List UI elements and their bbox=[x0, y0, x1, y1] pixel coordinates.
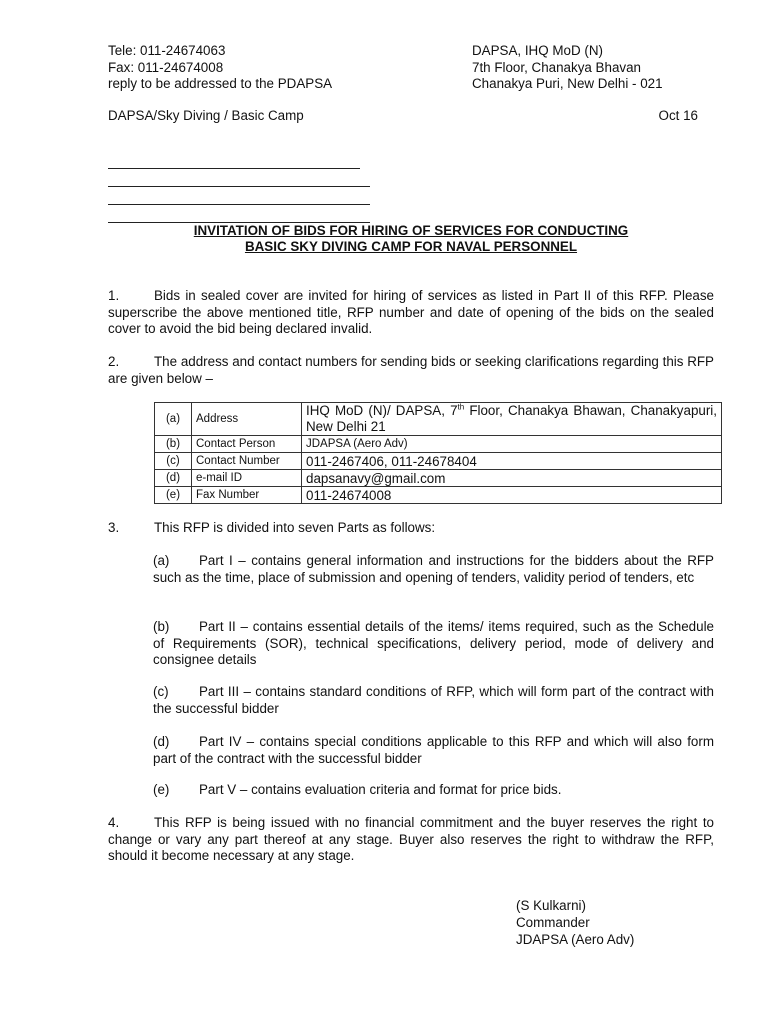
paragraph-2 bbox=[108, 354, 714, 387]
title-line-2: BASIC SKY DIVING CAMP FOR NAVAL PERSONNEL bbox=[244, 239, 578, 254]
signatory-name: (S Kulkarni) bbox=[516, 898, 586, 913]
paragraph-text: This RFP is divided into seven Parts as follows: bbox=[154, 520, 436, 535]
part-text: Part III – contains standard conditions of RFP, which will form part of the contract with the successful bidder bbox=[153, 684, 714, 716]
telephone-line: Tele: 011-24674063 bbox=[108, 43, 226, 58]
part-index: (c) bbox=[153, 684, 169, 699]
signatory-rank: Commander bbox=[516, 915, 590, 930]
letter-date: Oct 16 bbox=[658, 108, 698, 123]
row-label: Fax Number bbox=[192, 487, 302, 504]
file-reference: DAPSA/Sky Diving / Basic Camp bbox=[108, 108, 304, 123]
contact-number-value: 011-2467406, 011-24678404 bbox=[302, 453, 722, 470]
contact-person-value: JDAPSA (Aero Adv) bbox=[302, 436, 722, 453]
fax-line: Fax: 011-24674008 bbox=[108, 59, 224, 75]
row-label: e-mail ID bbox=[192, 470, 302, 487]
office-city: Chanakya Puri, New Delhi - 021 bbox=[472, 76, 663, 91]
part-a-item bbox=[153, 553, 714, 586]
part-b-item bbox=[153, 619, 714, 669]
sender-contact-block bbox=[108, 43, 332, 93]
paragraph-4 bbox=[108, 815, 714, 865]
part-text: Part I – contains general information and instructions for the bidders about the RFP such as the time, place of submission and opening of tenders, validity period of tenders, etc bbox=[153, 553, 714, 585]
part-text: Part II – contains essential details of the items/ items required, such as the Schedule of Requirements (SOR), technical specifications, delivery period, mode of delivery and consignee details bbox=[153, 619, 714, 667]
part-index: (a) bbox=[153, 553, 170, 568]
part-index: (d) bbox=[153, 734, 170, 749]
row-label: Contact Person bbox=[192, 436, 302, 453]
email-value: dapsanavy@gmail.com bbox=[302, 470, 722, 487]
part-text: Part IV – contains special conditions applicable to this RFP and which will also form part of the contract with the successful bidder bbox=[153, 734, 714, 766]
fax-number-value: 011-24674008 bbox=[302, 487, 722, 504]
part-d-item bbox=[153, 734, 714, 767]
contact-details-table bbox=[154, 402, 722, 504]
paragraph-3 bbox=[108, 520, 714, 537]
title-line-1: INVITATION OF BIDS FOR HIRING OF SERVICES FOR CONDUCTING bbox=[193, 223, 629, 238]
row-label: Address bbox=[192, 403, 302, 436]
paragraph-number: 2. bbox=[108, 354, 120, 369]
row-label: Contact Number bbox=[192, 453, 302, 470]
blank-line bbox=[108, 205, 370, 223]
row-index: (c) bbox=[155, 453, 192, 470]
table-row bbox=[155, 470, 722, 487]
blank-line bbox=[108, 151, 360, 169]
row-index: (e) bbox=[155, 487, 192, 504]
document-title bbox=[108, 223, 714, 255]
signature-block bbox=[516, 897, 634, 948]
blank-line bbox=[108, 187, 370, 205]
part-index: (b) bbox=[153, 619, 170, 634]
table-row bbox=[155, 453, 722, 470]
paragraph-text: The address and contact numbers for sending bids or seeking clarifications regarding this RFP are given below – bbox=[108, 354, 714, 386]
paragraph-text: This RFP is being issued with no financial commitment and the buyer reserves the right to change or vary any part thereof at any stage. Buyer also reserves the right to withdraw the RFP, should it become necessary at any stage. bbox=[108, 815, 714, 863]
part-text: Part V – contains evaluation criteria and format for price bids. bbox=[199, 782, 562, 797]
address-value: IHQ MoD (N)/ DAPSA, 7th Floor, Chanakya Bhawan, Chanakyapuri, New Delhi 21 bbox=[302, 403, 722, 436]
reply-instruction: reply to be addressed to the PDAPSA bbox=[108, 76, 333, 91]
row-index: (a) bbox=[155, 403, 192, 436]
paragraph-number: 3. bbox=[108, 520, 120, 535]
part-e-item bbox=[153, 782, 714, 799]
addressee-blank-lines bbox=[108, 151, 370, 223]
office-name: DAPSA, IHQ MoD (N) bbox=[472, 43, 603, 58]
office-address-block bbox=[472, 43, 663, 93]
table-row bbox=[155, 487, 722, 504]
paragraph-1 bbox=[108, 288, 714, 338]
part-index: (e) bbox=[153, 782, 170, 797]
row-index: (d) bbox=[155, 470, 192, 487]
table-row bbox=[155, 436, 722, 453]
blank-line bbox=[108, 169, 370, 187]
office-floor: 7th Floor, Chanakya Bhavan bbox=[472, 59, 641, 75]
table-row bbox=[155, 403, 722, 436]
paragraph-text: Bids in sealed cover are invited for hiring of services as listed in Part II of this RFP. Please superscribe the above mentioned title, RFP number and date of opening of the bids on the sealed cover to avoid the bid being declared invalid. bbox=[108, 288, 714, 336]
paragraph-number: 4. bbox=[108, 815, 120, 830]
row-index: (b) bbox=[155, 436, 192, 453]
part-c-item bbox=[153, 684, 714, 717]
signatory-designation: JDAPSA (Aero Adv) bbox=[516, 932, 635, 947]
paragraph-number: 1. bbox=[108, 288, 120, 303]
